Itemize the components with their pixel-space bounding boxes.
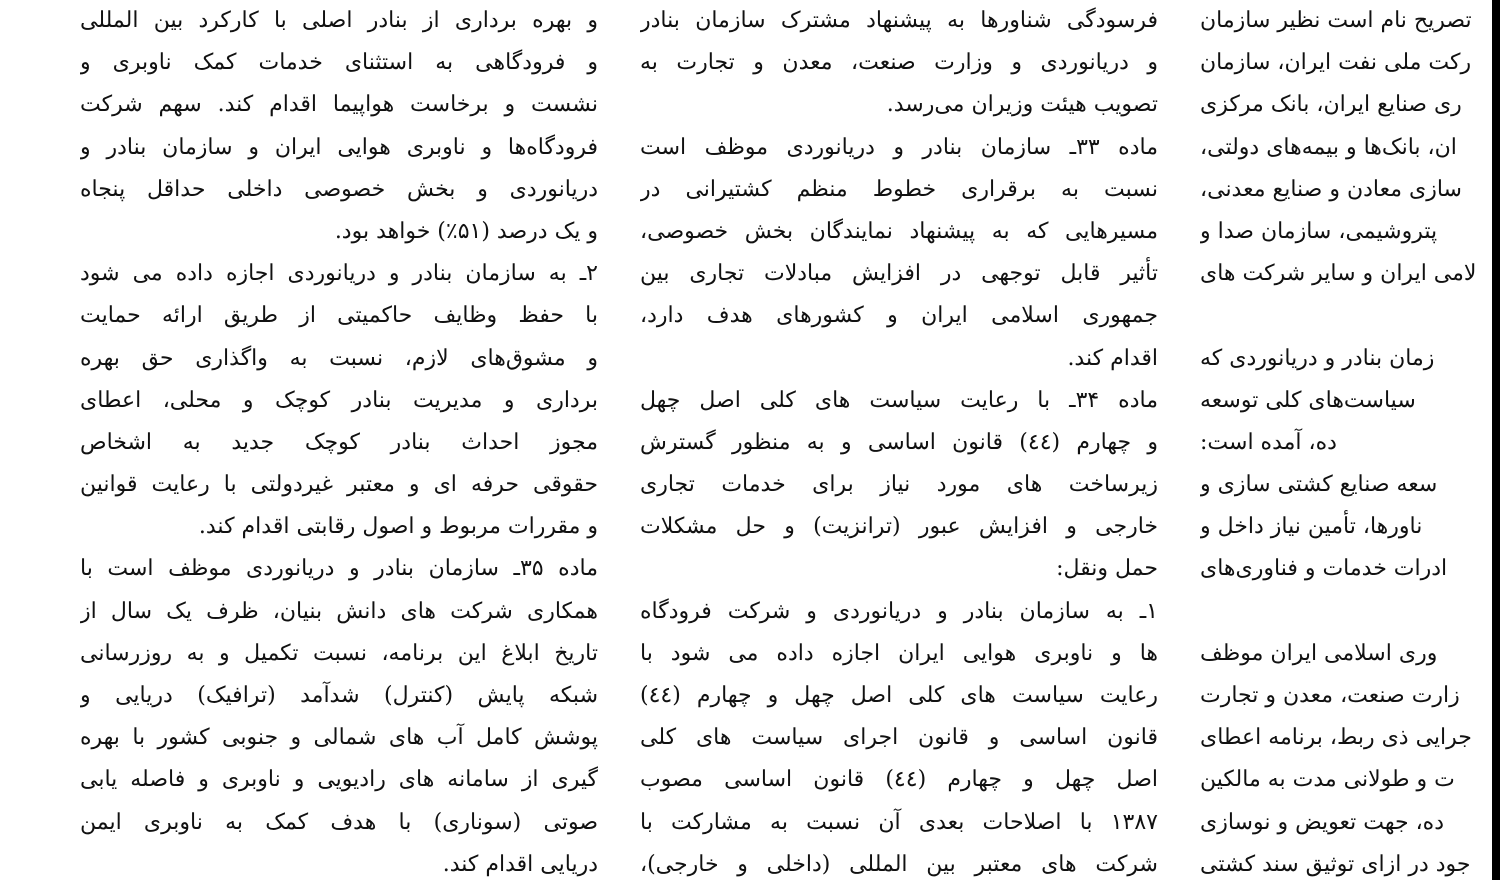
left-text-column xyxy=(80,0,598,886)
text-line: زیرساخت های مورد نیاز برای خدمات تجاری xyxy=(640,472,1158,498)
text-line: ده، جهت تعویض و نوسازی xyxy=(1200,809,1445,835)
text-line: لامی ایران و سایر شرکت های xyxy=(1200,261,1477,287)
text-line: زارت صنعت، معدن و تجارت xyxy=(1200,683,1460,708)
text-line: ۱۳۸۷ با اصلاحات بعدی آن نسبت به مشارکت با xyxy=(640,809,1158,835)
text-line: و بهره برداری از بنادر اصلی با کارکرد بین المللی xyxy=(80,8,598,33)
blank-line xyxy=(1200,295,1492,337)
text-line: فرودگاه‌ها و ناوبری هوایی ایران و سازمان بنادر و xyxy=(80,134,598,160)
blank-line xyxy=(1200,591,1492,633)
text-line: جمهوری اسلامی ایران و کشورهای هدف دارد، xyxy=(640,303,1158,329)
text-line: سازی معادن و صنایع معدنی، xyxy=(1200,176,1462,202)
text-line: ۱ـ به سازمان بنادر و دریانوردی و شرکت فرودگاه xyxy=(640,598,1158,624)
text-line: خارجی و افزایش عبور (ترانزیت) و حل مشکلات xyxy=(640,514,1158,540)
text-line: و یک درصد (۵۱٪) خواهد بود. xyxy=(334,218,598,244)
text-line: ناورها، تأمین نیاز داخل و xyxy=(1200,514,1423,540)
text-line: پوشش کامل آب های شمالی و جنوبی کشور با بهره xyxy=(80,725,598,751)
text-line: ماده ۳۵ـ سازمان بنادر و دریانوردی موظف است با xyxy=(80,556,598,582)
text-line: دریانوردی و بخش خصوصی داخلی حداقل پنجاه xyxy=(80,176,598,202)
text-line: تصریح نام است نظیر سازمان xyxy=(1200,8,1472,33)
text-line: جرایی ذی ربط، برنامه اعطای xyxy=(1200,725,1472,751)
text-line: و چهارم (٤٤) قانون اساسی و به منظور گسترش xyxy=(640,429,1158,455)
text-line: ده، آمده است: xyxy=(1200,429,1337,455)
text-line: صوتی (سوناری) با هدف کمک به ناوبری ایمن xyxy=(80,809,598,835)
text-line: دریایی اقدام کند. xyxy=(442,851,598,877)
text-line: پتروشیمی، سازمان صدا و xyxy=(1200,218,1438,244)
text-line: ۲ـ به سازمان بنادر و دریانوردی اجازه داده می شود xyxy=(80,261,598,287)
text-line: با حفظ وظایف حاکمیتی از طریق ارائه حمایت xyxy=(80,303,598,329)
text-line: فرسودگی شناورها به پیشنهاد مشترک سازمان بنادر xyxy=(640,8,1158,33)
text-line: حقوقی حرفه ای و معتبر غیردولتی با رعایت قوانین xyxy=(80,472,598,498)
text-line: شرکت های معتبر بین المللی (داخلی و خارجی)، xyxy=(640,851,1158,877)
text-line: اصل چهل و چهارم (٤٤) قانون اساسی مصوب xyxy=(640,767,1158,793)
scan-edge-bar xyxy=(1492,0,1500,880)
text-line: برداری و مدیریت بنادر کوچک و محلی، اعطای xyxy=(80,387,598,413)
text-line: تأثیر قابل توجهی در افزایش مبادلات تجاری بین xyxy=(640,261,1158,287)
text-line: قانون اساسی و قانون اجرای سیاست های کلی xyxy=(640,725,1158,751)
text-line: سعه صنایع کشتی سازی و xyxy=(1200,472,1438,498)
text-line: ها و ناوبری هوایی ایران اجازه داده می شود با xyxy=(640,640,1158,666)
text-line: سیاست‌های کلی توسعه xyxy=(1200,387,1416,413)
text-line: حمل ونقل: xyxy=(1056,556,1158,582)
text-line: نشست و برخاست هواپیما اقدام کند. سهم شرکت xyxy=(80,92,598,118)
text-line: و دریانوردی و وزارت صنعت، معدن و تجارت به xyxy=(640,50,1158,76)
text-line: و فرودگاهی به استثنای خدمات کمک ناوبری و xyxy=(80,50,598,76)
text-line: اقدام کند. xyxy=(1067,345,1158,371)
text-line: نسبت به برقراری خطوط منظم کشتیرانی در xyxy=(640,176,1158,202)
middle-text-column xyxy=(640,0,1158,886)
text-line: تصویب هیئت وزیران می‌رسد. xyxy=(886,92,1158,118)
text-line: جود در ازای توثیق سند کشتی xyxy=(1200,851,1471,877)
text-line: شبکه پایش (کنترل) شدآمد (ترافیک) دریایی و xyxy=(80,683,598,708)
text-line: رعایت سیاست های کلی اصل چهل و چهارم (٤٤) xyxy=(640,683,1158,708)
text-line: ت و طولانی مدت به مالکین xyxy=(1200,767,1455,793)
text-line: و مشوق‌های لازم، نسبت به واگذاری حق بهره xyxy=(80,345,598,371)
text-line: رکت ملی نفت ایران، سازمان xyxy=(1200,50,1472,76)
text-line: همکاری شرکت های دانش بنیان، ظرف یک سال از xyxy=(80,598,598,624)
text-line: گیری از سامانه های رادیویی و ناوبری و فاصله یابی xyxy=(80,767,598,793)
text-line: و مقررات مربوط و اصول رقابتی اقدام کند. xyxy=(198,514,598,540)
right-text-column-cropped xyxy=(1200,0,1492,886)
text-line: زمان بنادر و دریانوردی که xyxy=(1200,345,1435,371)
text-line: ماده ۳۴ـ با رعایت سیاست های کلی اصل چهل xyxy=(640,387,1158,413)
text-line: وری اسلامی ایران موظف xyxy=(1200,640,1438,666)
text-line: مسیرهایی که به پیشنهاد نمایندگان بخش خصوصی، xyxy=(640,218,1158,244)
text-line: ادرات خدمات و فناوری‌های xyxy=(1200,556,1448,582)
text-line: ان، بانک‌ها و بیمه‌های دولتی، xyxy=(1200,134,1457,160)
text-line: مجوز احداث بنادر کوچک جدید به اشخاص xyxy=(80,429,598,455)
text-line: ماده ۳۳ـ سازمان بنادر و دریانوردی موظف است xyxy=(640,134,1158,160)
text-line: تاریخ ابلاغ این برنامه، نسبت تکمیل و به روزرسانی xyxy=(80,640,598,666)
text-line: ری صنایع ایران، بانک مرکزی xyxy=(1200,92,1462,118)
